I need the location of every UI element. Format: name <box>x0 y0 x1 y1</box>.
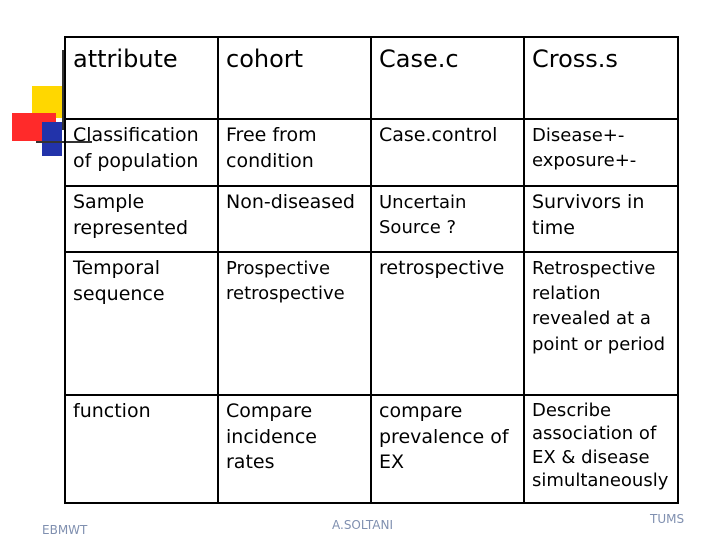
table-cell: Survivors in time <box>524 186 678 252</box>
table-row <box>65 119 678 186</box>
table-cell: Describe association of EX & disease simultaneously <box>524 395 678 503</box>
footer-right-text: TUMS <box>650 512 685 526</box>
table-row <box>65 186 678 252</box>
table-cell: Sample represented <box>65 186 218 252</box>
comparison-table <box>64 36 679 504</box>
table-header-row <box>65 37 678 119</box>
table-cell: Retrospective relation revealed at a point or period <box>524 252 678 395</box>
table-cell: Uncertain Source ? <box>371 186 524 252</box>
table-cell: function <box>65 395 218 503</box>
header-cell-cohort: cohort <box>218 37 371 119</box>
table-cell: compare prevalence of EX <box>371 395 524 503</box>
table-cell: Non-diseased <box>218 186 371 252</box>
table-row <box>65 395 678 503</box>
table-cell: Case.control <box>371 119 524 186</box>
table-cell: Free from condition <box>218 119 371 186</box>
table-cell: Classification of population <box>65 119 218 186</box>
header-cell-case-control: Case.c <box>371 37 524 119</box>
decorative-blue-square <box>42 122 62 156</box>
footer-left-text: EBMWT <box>42 523 88 537</box>
table-cell: Compare incidence rates <box>218 395 371 503</box>
footer-author: A.SOLTANI <box>332 518 394 532</box>
table-row <box>65 252 678 395</box>
header-cell-attribute: attribute <box>65 37 218 119</box>
header-cell-cross-sectional: Cross.s <box>524 37 678 119</box>
table-cell: Disease+-exposure+- <box>524 119 678 186</box>
table-cell: Temporal sequence <box>65 252 218 395</box>
table-cell: retrospective <box>371 252 524 395</box>
table-cell: Prospective retrospective <box>218 252 371 395</box>
